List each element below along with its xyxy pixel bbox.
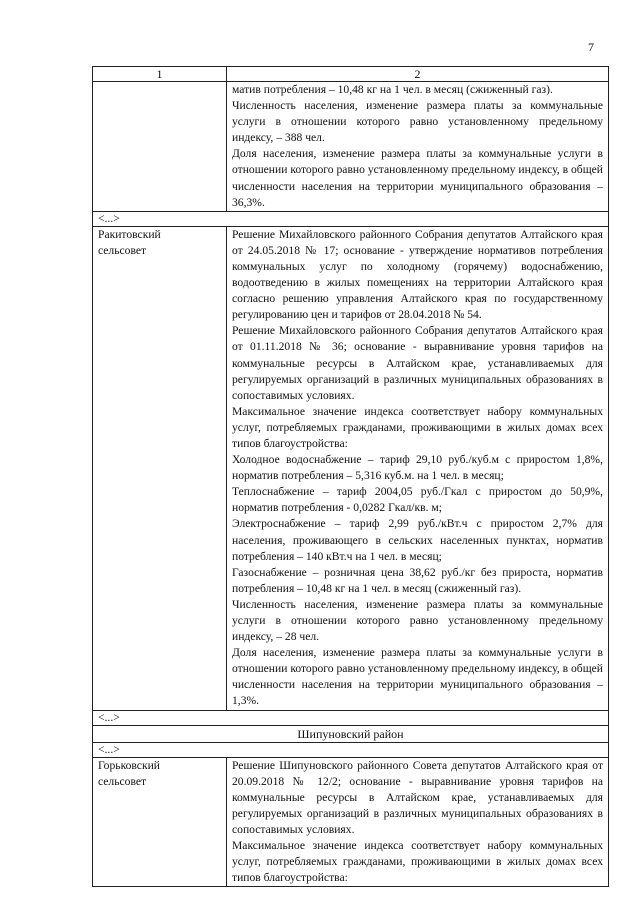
document-table bbox=[92, 66, 609, 887]
paragraph: Решение Михайловского районного Собрания депутатов Алтайского края от 24.05.2018 № 17; основание - утверждение нормативов потребления коммунальных услуг по холодному (горячему) водоснабжению, водоотведению в жилых помещениях на территории Алтайского края согласно решению управления Алтайского края по государственному регулированию цен и тарифов от 28.04.2018 № 54. bbox=[232, 227, 603, 322]
paragraph: Электроснабжение – тариф 2,99 руб./кВт.ч с приростом 2,7% для населения, проживающего в сельских населенных пунктах, норматив потребления – 140 кВт.ч на 1 чел. в месяц; bbox=[232, 517, 603, 563]
ellipsis-row bbox=[93, 742, 609, 757]
paragraph: Максимальное значение индекса соответствует набору коммунальных услуг, потребляемых гражданами, проживающими в жилых домах всех типов благоустройства: bbox=[232, 839, 603, 885]
paragraph: Решение Михайловского районного Собрания депутатов Алтайского края от 01.11.2018 № 36; основание - выравнивание уровня тарифов на коммунальные ресурсы в Алтайском крае, устанавливаемых для регулируемых организаций в различных муниципальных образованиях в сопоставимых условиях. bbox=[232, 324, 603, 402]
paragraph: матив потребления – 10,48 кг на 1 чел. в месяц (сжиженный газ). bbox=[232, 83, 553, 96]
table-row-continued bbox=[93, 82, 609, 212]
page-number: 7 bbox=[588, 40, 594, 54]
header-col-1: 1 bbox=[93, 67, 227, 82]
description-cell bbox=[227, 226, 609, 710]
paragraph: Холодное водоснабжение – тариф 29,10 руб./куб.м с приростом 1,8%, норматив потребления – 5,316 куб.м. на 1 чел. в месяц; bbox=[232, 453, 603, 483]
table-row-gorkovsky bbox=[93, 757, 609, 887]
area-cell-gorkovsky: Горьковский сельсовет bbox=[93, 757, 227, 887]
paragraph: Газоснабжение – розничная цена 38,62 руб./кг без прироста, норматив потребления – 10,48 кг на 1 чел. в месяц (сжиженный газ). bbox=[232, 565, 603, 595]
table-row-rakitovsky bbox=[93, 226, 609, 710]
area-cell-empty bbox=[93, 82, 227, 212]
ellipsis-cell: <...> bbox=[93, 742, 609, 757]
description-cell bbox=[227, 757, 609, 887]
paragraph: Численность населения, изменение размера платы за коммунальные услуги в отношении которого равно установленному предельному индексу, – 388 чел. bbox=[232, 99, 603, 145]
paragraph: Доля населения, изменение размера платы за коммунальные услуги в отношении которого равно установленному предельному индексу, в общей численности населения на территории муниципального образования – 36,3%. bbox=[232, 147, 603, 209]
ellipsis-row bbox=[93, 211, 609, 226]
area-cell-rakitovsky: Ракитовский сельсовет bbox=[93, 226, 227, 710]
paragraph: Решение Шипуновского районного Совета депутатов Алтайского края от 20.09.2018 № 12/2; основание - выравнивание уровня тарифов на коммунальные ресурсы в Алтайском крае, устанавливаемых для регулируемых организаций в различных муниципальных образованиях в сопоставимых условиях. bbox=[232, 758, 603, 836]
paragraph: Максимальное значение индекса соответствует набору коммунальных услуг, потребляемых гражданами, проживающими в жилых домах всех типов благоустройства: bbox=[232, 404, 603, 450]
ellipsis-cell: <...> bbox=[93, 710, 609, 725]
ellipsis-cell: <...> bbox=[93, 211, 609, 226]
paragraph: Доля населения, изменение размера платы за коммунальные услуги в отношении которого равно установленному предельному индексу, в общей численности населения на территории муниципального образования – 1,3%. bbox=[232, 646, 603, 708]
header-col-2: 2 bbox=[227, 67, 609, 82]
ellipsis-row bbox=[93, 710, 609, 725]
table-header-row bbox=[93, 67, 609, 82]
district-title: Шипуновский район bbox=[93, 725, 609, 742]
paragraph: Численность населения, изменение размера платы за коммунальные услуги в отношении которого равно установленному предельному индексу, – 28 чел. bbox=[232, 597, 603, 644]
description-cell bbox=[227, 82, 609, 212]
paragraph: Теплоснабжение – тариф 2004,05 руб./Гкал с приростом до 50,9%, норматив потребления - 0,0282 Гкал/кв. м; bbox=[232, 485, 603, 515]
district-row bbox=[93, 725, 609, 742]
